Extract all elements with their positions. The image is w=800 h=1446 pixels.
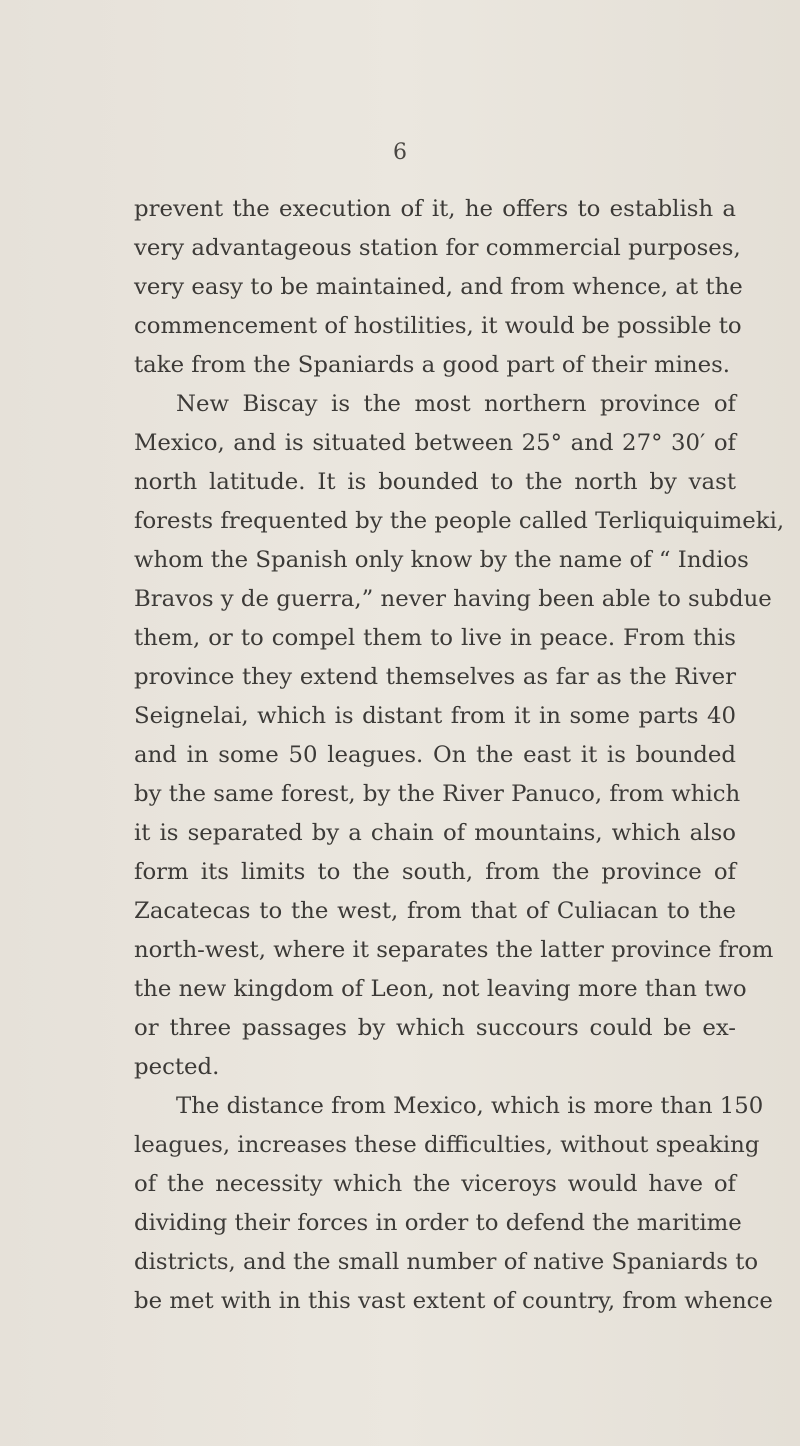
text-line: prevent the execution of it, he offers to establish a (134, 196, 736, 222)
text-line: form its limits to the south, from the province of (134, 859, 736, 885)
text-line: dividing their forces in order to defend the maritime (134, 1210, 742, 1236)
text-line: districts, and the small number of native Spaniards to (134, 1249, 759, 1275)
text-line: The distance from Mexico, which is more than 150 (176, 1093, 764, 1119)
text-line: take from the Spaniards a good part of their mines. (134, 352, 731, 378)
page-number: 6 (393, 140, 407, 165)
text-line: Mexico, and is situated between 25° and 27° 30′ of (134, 430, 736, 456)
text-line: north-west, where it separates the latter province from (134, 937, 774, 963)
text-line: it is separated by a chain of mountains, which also (134, 820, 736, 846)
text-line: commencement of hostilities, it would be possible to (134, 313, 742, 339)
text-line: Seignelai, which is distant from it in some parts 40 (134, 703, 736, 729)
text-line: Zacatecas to the west, from that of Culiacan to the (134, 898, 736, 924)
text-line: leagues, increases these difficulties, without speaking (134, 1132, 760, 1158)
text-line: and in some 50 leagues. On the east it is bounded (134, 742, 736, 768)
text-line: very easy to be maintained, and from whence, at the (134, 274, 743, 300)
text-line: be met with in this vast extent of country, from whence (134, 1288, 773, 1314)
text-line: them, or to compel them to live in peace. From this (134, 625, 736, 651)
text-line: or three passages by which succours could be ex- (134, 1015, 736, 1041)
body-text (134, 190, 785, 1321)
text-line: very advantageous station for commercial purposes, (134, 235, 741, 261)
text-line: province they extend themselves as far as the River (134, 664, 736, 690)
text-line: pected. (134, 1054, 220, 1080)
text-line: the new kingdom of Leon, not leaving more than two (134, 976, 747, 1002)
text-line: of the necessity which the viceroys would have of (134, 1171, 736, 1197)
text-line: New Biscay is the most northern province of (176, 391, 736, 417)
text-line: Bravos y de guerra,” never having been able to subdue (134, 586, 772, 612)
text-line: north latitude. It is bounded to the north by vast (134, 469, 736, 495)
text-line: whom the Spanish only know by the name of “ Indios (134, 547, 749, 573)
text-line: by the same forest, by the River Panuco, from which (134, 781, 741, 807)
text-line: forests frequented by the people called Terliquiquimeki, (134, 508, 785, 534)
